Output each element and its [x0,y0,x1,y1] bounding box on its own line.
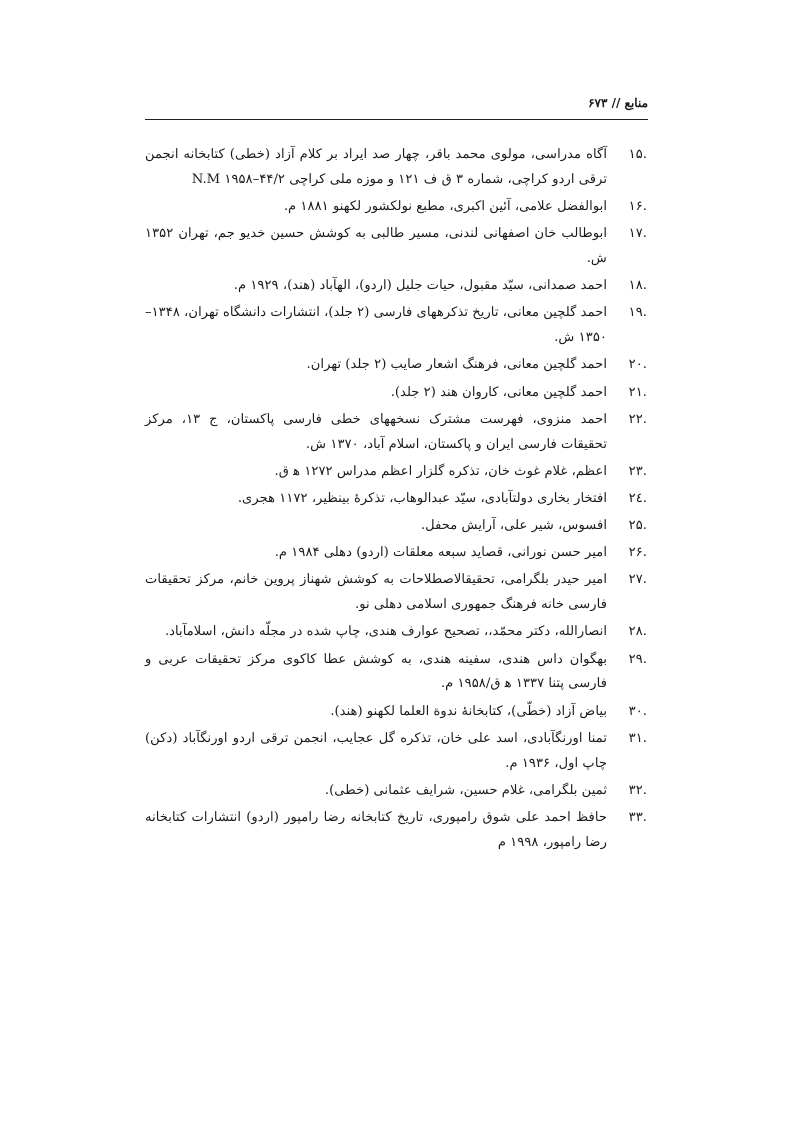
reference-text: امیر حیدر بلگرامی، تحقیقالاصطلاحات به کوشش شهناز پروین خانم، مرکز تحقیقات فارسی خانه فرهنگ جمهوری اسلامی دهلی نو. [145,572,607,613]
reference-number: .۲۸ [628,624,647,640]
reference-text: تمنا اورنگآبادی، اسد علی خان، تذکره گل عجایب، انجمن ترقی اردو اورنگآباد (دکن) چاپ اول، ۱۹۳۶ م. [145,730,607,771]
reference-item [145,460,647,485]
reference-number: .۲۶ [628,545,647,561]
reference-item [145,514,647,539]
reference-number: .۱۹ [628,305,647,321]
reference-text: احمد گلچین معانی، تاریخ تذکرههای فارسی (۲ جلد)، انتشارات دانشگاه تهران، ۱۳۴۸– ۱۳۵۰ ش. [145,305,608,346]
reference-text: اعظم، غلام غوث خان، تذکره گلزار اعظم مدراس ۱۲۷۲ ه‍ ق. [274,463,607,479]
reference-text: انصارالله، دکتر محمّد،، تصحیح عوارف هندی، چاپ شده در مجلّه دانش، اسلامآباد. [164,624,607,640]
reference-item [145,143,647,193]
reference-item [145,301,647,351]
reference-list [145,143,647,858]
reference-number: .۲۳ [628,463,647,479]
reference-number: .۲۲ [628,411,647,427]
reference-number: .۱۵ [628,147,647,162]
reference-text: بهگوان داس هندی، سفینه هندی، به کوشش عطا کاکوی مرکز تحقیقات عربی و فارسی پتنا ۱۳۳۷ ه‍ ق/۱۹۵۸ م. [145,651,607,692]
reference-text: افسوس، شیر علی، آرایش محفل. [420,518,607,534]
reference-text: احمد صمدانی، سیّد مقبول، حیات جلیل (اردو)، الهآباد (هند)، ۱۹۲۹ م. [233,278,607,294]
reference-number: .۱۸ [628,278,647,294]
reference-item [145,408,647,458]
reference-number: .۲۹ [628,651,647,667]
reference-number: .۲۱ [628,384,647,400]
reference-item [145,353,647,378]
reference-item [145,487,647,512]
reference-item [145,274,647,299]
reference-text: امیر حسن نورانی، قصاید سبعه معلقات (اردو) دهلی ۱۹۸۴ م. [274,545,607,561]
reference-number: .۲۰ [628,357,647,373]
reference-item [145,620,647,645]
reference-text: ابوالفضل علامی، آئین اکبری، مطبع نولکشور لکهنو ۱۸۸۱ م. [283,198,607,214]
reference-text: حافظ احمد علی شوق رامپوری، تاریخ کتابخانه رضا رامپور (اردو) انتشارات کتابخانه رضا رامپور، ۱۹۹۸ م [145,809,607,850]
reference-item [145,195,647,220]
reference-item [145,381,647,406]
reference-item [145,779,647,804]
reference-item [145,648,647,698]
reference-text: بیاض آزاد (خطّی)، کتابخانهٔ ندوة العلما لکهنو (هند). [330,703,607,719]
reference-text: احمد گلچین معانی، فرهنگ اشعار صایب (۲ جلد) تهران. [306,357,607,373]
reference-number: .۳۱ [628,730,647,746]
reference-item [145,541,647,566]
reference-number: .۳۳ [628,809,647,825]
reference-number: .۲٤ [628,490,647,506]
reference-number: .۱۶ [628,198,647,214]
reference-text: ابوطالب خان اصفهانی لندنی، مسیر طالبی به کوشش حسین خدیو جم، تهران ۱۳۵۲ ش. [145,226,607,266]
reference-number: .۳۰ [628,703,647,719]
reference-item [145,700,647,725]
reference-item [145,727,647,777]
reference-text: افتخار بخاری دولتآبادی، سیّد عبدالوهاب، تذکرهٔ بینظیر، ۱۱۷۲ هجری. [237,490,607,506]
reference-item [145,568,647,618]
reference-number: .۲۵ [628,518,647,534]
running-header: منابع // ۶۷۳ [588,96,648,110]
reference-item [145,222,647,272]
reference-text: احمد منزوی، فهرست مشترک نسخههای خطی فارسی پاکستان، ج ۱۳، مرکز تحقیقات فارسی ایران و پاکستان، اسلام آباد، ۱۳۷۰ ش. [145,411,607,452]
reference-number: .۳۲ [628,782,647,798]
reference-text: آگاه مدراسی، مولوی محمد باقر، چهار صد ایراد بر کلام آزاد (خطی) کتابخانه انجمن ترقی اردو کراچی، شماره ۳ ق ف ۱۲۱ و موزه ملی کراچی ۴۴/۲–۱۹۵۸ N.M [145,147,607,187]
header-divider [145,119,648,120]
reference-text: احمد گلچین معانی، کاروان هند (۲ جلد). [390,384,607,400]
reference-number: .۲۷ [628,572,647,588]
reference-text: ثمین بلگرامی، غلام حسین، شرایف عثمانی (خطی). [324,782,607,798]
reference-number: .۱۷ [628,226,647,242]
reference-item [145,806,647,856]
